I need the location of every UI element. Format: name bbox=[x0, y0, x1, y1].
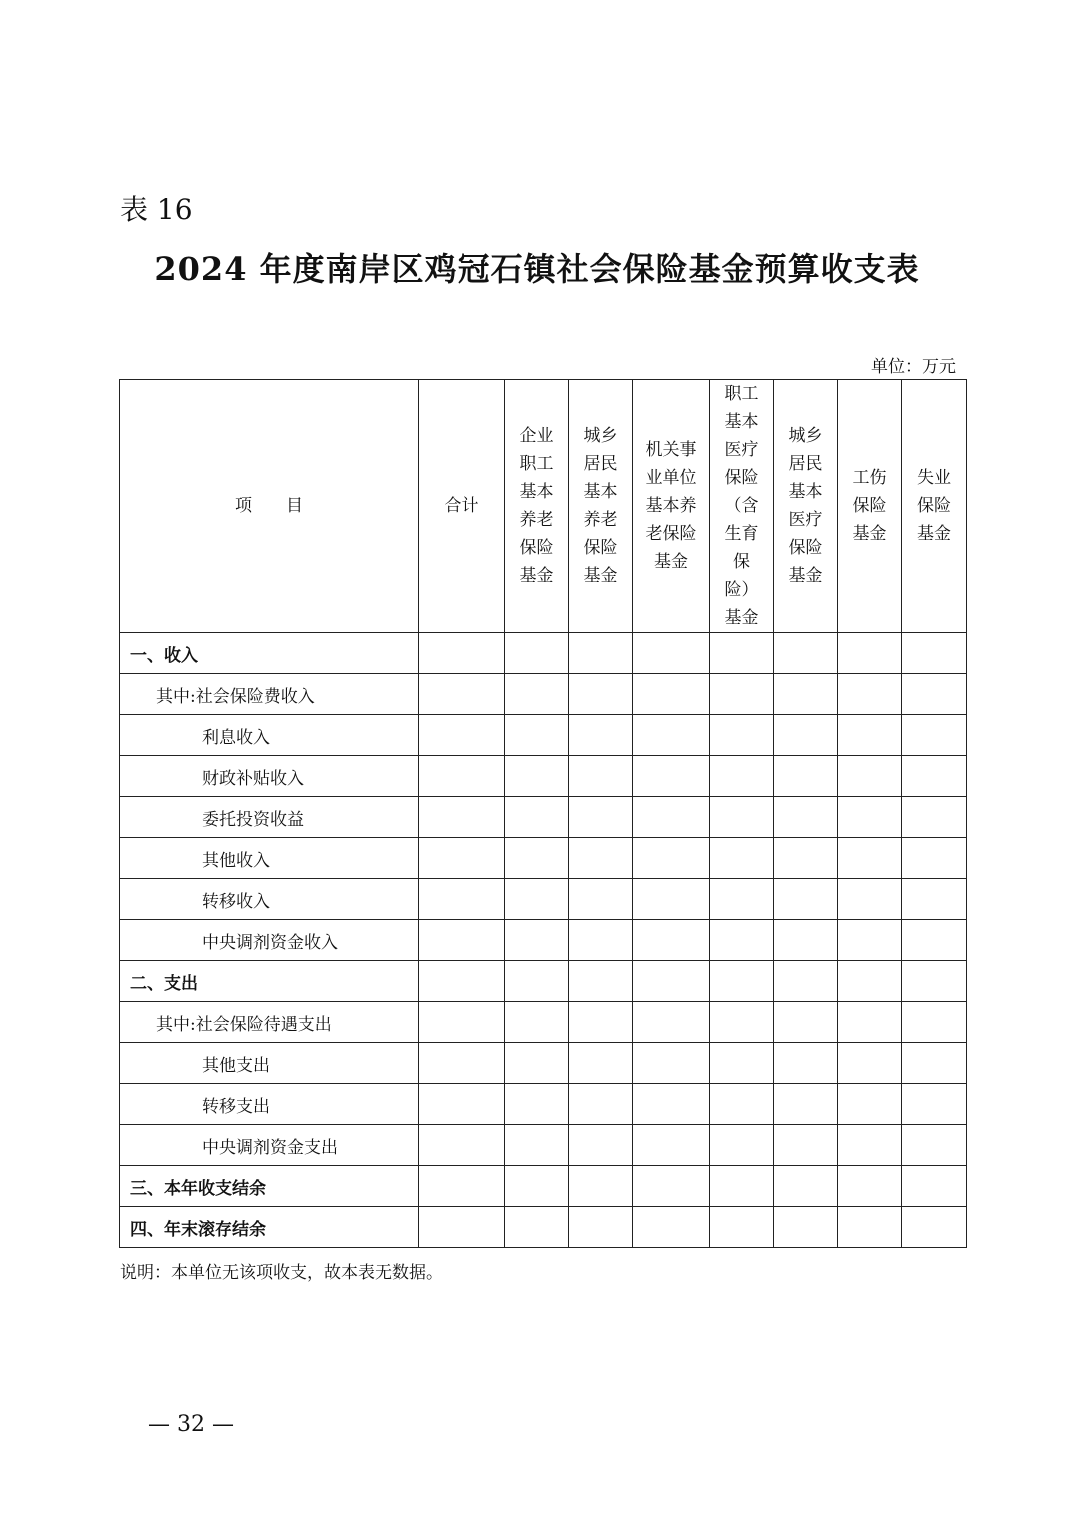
table-cell bbox=[774, 797, 838, 838]
table-cell bbox=[902, 633, 967, 674]
table-cell bbox=[774, 1084, 838, 1125]
table-cell bbox=[505, 838, 569, 879]
table-cell bbox=[633, 879, 710, 920]
table-cell bbox=[505, 879, 569, 920]
table-cell bbox=[902, 1125, 967, 1166]
page-title: 2024 年度南岸区鸡冠石镇社会保险基金预算收支表 bbox=[154, 250, 920, 288]
row-label: 二、支出 bbox=[120, 961, 419, 1002]
table-cell bbox=[902, 1002, 967, 1043]
table-cell bbox=[569, 1166, 633, 1207]
table-cell bbox=[838, 920, 902, 961]
table-cell bbox=[633, 633, 710, 674]
table-cell bbox=[569, 756, 633, 797]
table-cell bbox=[633, 1084, 710, 1125]
table-cell bbox=[710, 1043, 774, 1084]
row-label: 四、年末滚存结余 bbox=[120, 1207, 419, 1248]
table-row bbox=[120, 715, 967, 756]
table-cell bbox=[710, 1166, 774, 1207]
table-cell bbox=[838, 633, 902, 674]
table-cell bbox=[710, 1207, 774, 1248]
table-row bbox=[120, 1043, 967, 1084]
table-cell bbox=[902, 1166, 967, 1207]
table-cell bbox=[838, 756, 902, 797]
table-cell bbox=[710, 797, 774, 838]
table-row bbox=[120, 838, 967, 879]
table-row bbox=[120, 920, 967, 961]
table-cell bbox=[569, 715, 633, 756]
budget-table bbox=[119, 379, 967, 1248]
row-label: 其他支出 bbox=[120, 1043, 419, 1084]
table-cell bbox=[710, 715, 774, 756]
table-cell bbox=[774, 1207, 838, 1248]
table-row bbox=[120, 797, 967, 838]
table-cell bbox=[774, 838, 838, 879]
table-cell bbox=[569, 1207, 633, 1248]
table-cell bbox=[710, 920, 774, 961]
table-cell bbox=[633, 715, 710, 756]
table-cell bbox=[838, 1084, 902, 1125]
table-row bbox=[120, 1125, 967, 1166]
table-cell bbox=[902, 1043, 967, 1084]
table-row bbox=[120, 756, 967, 797]
table-cell bbox=[569, 920, 633, 961]
table-cell bbox=[505, 715, 569, 756]
table-cell bbox=[774, 879, 838, 920]
table-cell bbox=[710, 756, 774, 797]
table-cell bbox=[902, 674, 967, 715]
table-cell bbox=[419, 1207, 505, 1248]
column-header: 项 目 bbox=[120, 380, 419, 633]
table-cell bbox=[902, 797, 967, 838]
table-cell bbox=[838, 1207, 902, 1248]
table-cell bbox=[633, 920, 710, 961]
table-row bbox=[120, 879, 967, 920]
table-cell bbox=[774, 1125, 838, 1166]
table-cell bbox=[774, 920, 838, 961]
table-cell bbox=[838, 1166, 902, 1207]
table-cell bbox=[838, 797, 902, 838]
table-cell bbox=[774, 1043, 838, 1084]
row-label: 其中:社会保险费收入 bbox=[120, 674, 419, 715]
table-cell bbox=[774, 715, 838, 756]
table-cell bbox=[419, 1002, 505, 1043]
table-cell bbox=[838, 1002, 902, 1043]
table-cell bbox=[505, 961, 569, 1002]
table-cell bbox=[569, 1002, 633, 1043]
table-row bbox=[120, 633, 967, 674]
row-label: 其他收入 bbox=[120, 838, 419, 879]
table-cell bbox=[774, 1002, 838, 1043]
row-label: 三、本年收支结余 bbox=[120, 1166, 419, 1207]
column-header: 失业 保险 基金 bbox=[902, 380, 967, 633]
table-cell bbox=[902, 715, 967, 756]
table-cell bbox=[838, 1043, 902, 1084]
table-cell bbox=[633, 756, 710, 797]
table-cell bbox=[633, 797, 710, 838]
table-number: 表 16 bbox=[120, 193, 193, 226]
table-cell bbox=[774, 1166, 838, 1207]
table-row bbox=[120, 961, 967, 1002]
table-cell bbox=[633, 961, 710, 1002]
column-header: 机关事 业单位 基本养 老保险 基金 bbox=[633, 380, 710, 633]
table-cell bbox=[419, 1043, 505, 1084]
table-row bbox=[120, 674, 967, 715]
row-label: 其中:社会保险待遇支出 bbox=[120, 1002, 419, 1043]
table-cell bbox=[902, 838, 967, 879]
table-note: 说明：本单位无该项收支，故本表无数据。 bbox=[120, 1263, 443, 1283]
table-cell bbox=[569, 797, 633, 838]
table-cell bbox=[419, 1084, 505, 1125]
table-cell bbox=[633, 674, 710, 715]
table-cell bbox=[419, 633, 505, 674]
table-cell bbox=[838, 715, 902, 756]
table-cell bbox=[419, 920, 505, 961]
row-label: 利息收入 bbox=[120, 715, 419, 756]
column-header: 企业 职工 基本 养老 保险 基金 bbox=[505, 380, 569, 633]
table-cell bbox=[838, 879, 902, 920]
table-cell bbox=[569, 1084, 633, 1125]
table-cell bbox=[505, 1002, 569, 1043]
row-label: 转移收入 bbox=[120, 879, 419, 920]
row-label: 中央调剂资金收入 bbox=[120, 920, 419, 961]
table-row bbox=[120, 1166, 967, 1207]
table-cell bbox=[774, 961, 838, 1002]
table-cell bbox=[633, 1166, 710, 1207]
table-cell bbox=[710, 879, 774, 920]
table-cell bbox=[505, 1166, 569, 1207]
row-label: 财政补贴收入 bbox=[120, 756, 419, 797]
table-cell bbox=[505, 674, 569, 715]
table-cell bbox=[633, 1043, 710, 1084]
column-header: 职工 基本 医疗 保险 （含 生育 保 险） 基金 bbox=[710, 380, 774, 633]
table-cell bbox=[569, 838, 633, 879]
table-cell bbox=[569, 1125, 633, 1166]
table-cell bbox=[774, 674, 838, 715]
table-cell bbox=[505, 920, 569, 961]
column-header: 城乡 居民 基本 养老 保险 基金 bbox=[569, 380, 633, 633]
table-cell bbox=[419, 1125, 505, 1166]
table-cell bbox=[902, 1207, 967, 1248]
table-cell bbox=[419, 879, 505, 920]
table-cell bbox=[569, 633, 633, 674]
table-cell bbox=[774, 633, 838, 674]
table-cell bbox=[569, 961, 633, 1002]
row-label: 一、收入 bbox=[120, 633, 419, 674]
table-cell bbox=[419, 715, 505, 756]
row-label: 转移支出 bbox=[120, 1084, 419, 1125]
table-cell bbox=[569, 879, 633, 920]
table-cell bbox=[710, 1002, 774, 1043]
table-cell bbox=[419, 1166, 505, 1207]
unit-label: 单位：万元 bbox=[871, 357, 956, 377]
table-body bbox=[120, 633, 967, 1248]
table-cell bbox=[419, 756, 505, 797]
table-cell bbox=[505, 1207, 569, 1248]
table-cell bbox=[633, 1002, 710, 1043]
table-cell bbox=[419, 674, 505, 715]
table-cell bbox=[710, 674, 774, 715]
table-cell bbox=[838, 674, 902, 715]
column-header: 城乡 居民 基本 医疗 保险 基金 bbox=[774, 380, 838, 633]
table-cell bbox=[569, 674, 633, 715]
table-cell bbox=[505, 1084, 569, 1125]
table-cell bbox=[633, 1125, 710, 1166]
table-cell bbox=[569, 1043, 633, 1084]
row-label: 委托投资收益 bbox=[120, 797, 419, 838]
table-cell bbox=[633, 838, 710, 879]
table-cell bbox=[505, 1043, 569, 1084]
page-number: — 32 — bbox=[148, 1412, 234, 1437]
table-cell bbox=[419, 961, 505, 1002]
column-header: 合计 bbox=[419, 380, 505, 633]
table-cell bbox=[505, 756, 569, 797]
table-row bbox=[120, 1084, 967, 1125]
table-cell bbox=[419, 838, 505, 879]
table-cell bbox=[774, 756, 838, 797]
table-cell bbox=[902, 879, 967, 920]
table-cell bbox=[902, 920, 967, 961]
table-cell bbox=[902, 961, 967, 1002]
table-cell bbox=[505, 797, 569, 838]
table-cell bbox=[838, 1125, 902, 1166]
table-cell bbox=[710, 1125, 774, 1166]
table-cell bbox=[710, 633, 774, 674]
table-cell bbox=[505, 633, 569, 674]
row-label: 中央调剂资金支出 bbox=[120, 1125, 419, 1166]
table-cell bbox=[710, 1084, 774, 1125]
table-header-row bbox=[120, 380, 967, 633]
table-row bbox=[120, 1002, 967, 1043]
column-header: 工伤 保险 基金 bbox=[838, 380, 902, 633]
table-row bbox=[120, 1207, 967, 1248]
table-cell bbox=[710, 838, 774, 879]
table-cell bbox=[902, 1084, 967, 1125]
table-cell bbox=[902, 756, 967, 797]
table-cell bbox=[710, 961, 774, 1002]
table-cell bbox=[838, 961, 902, 1002]
table-cell bbox=[633, 1207, 710, 1248]
table-cell bbox=[419, 797, 505, 838]
table-cell bbox=[505, 1125, 569, 1166]
table-cell bbox=[838, 838, 902, 879]
